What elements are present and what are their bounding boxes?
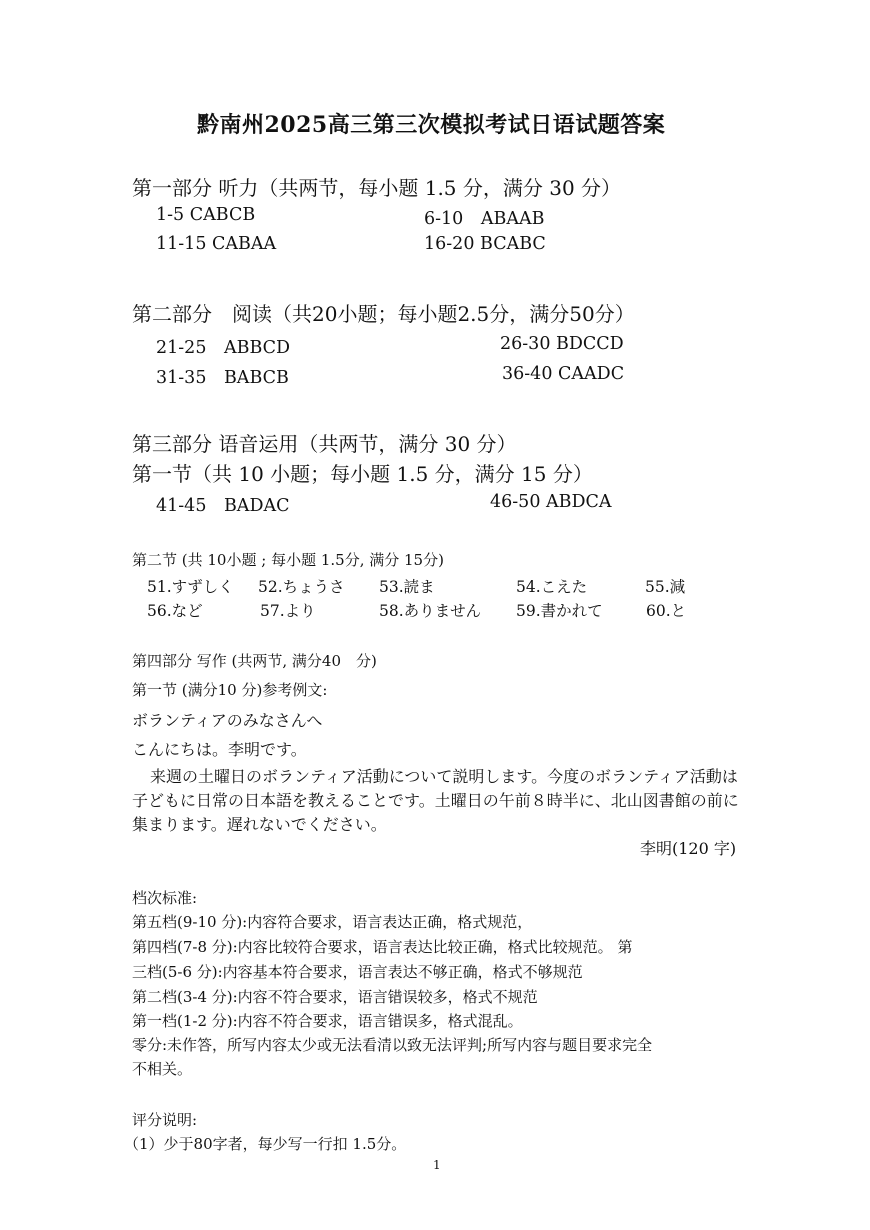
scoring-heading: 评分说明: [132,1111,198,1129]
part2-heading: 第二部分 阅读（共20小题；每小题2.5分，满分50分） [132,302,635,326]
answer-row: 31-35 BABCB [156,368,289,388]
grading-line: 零分:未作答，所写内容太少或无法看清以致无法评判;所写内容与题目要求完全 [132,1036,653,1054]
answer-row: 1-5 CABCB [156,205,256,225]
answer-row: 16-20 BCABC [424,234,546,254]
answer-row: 41-45 BADAC [156,496,290,516]
answer-cell: 52.ちょうさ [258,578,345,596]
answer-cell: 53.読ま [379,578,435,596]
answer-row: 26-30 BDCCD [500,334,624,354]
answer-cell: 59.書かれて [516,602,603,620]
grading-line: 第五档(9-10 分):内容符合要求，语言表达正确，格式规范， [132,913,533,931]
grading-line: 不相关。 [132,1060,193,1078]
grading-line: 第二档(3-4 分):内容不符合要求，语言错误较多，格式不规范 [132,988,538,1006]
part3-section2-heading: 第二节 (共 10小题 ; 每小题 1.5分, 满分 15分) [132,551,444,569]
letter-paragraph: 来週の土曜日のボランティア活動について説明します。今度のボランティア活動は子どもに日常の日本語を教えることです。土曜日の午前８時半に、北山図書館の前に集まります。遅れないでください。 [132,767,739,834]
part3-section1-heading: 第一节（共 10 小题；每小题 1.5 分，满分 15 分） [132,462,593,486]
letter-greeting: ボランティアのみなさんへ [132,711,323,730]
grading-line: 三档(5-6 分):内容基本符合要求，语言表达不够正确，格式不够规范 [132,963,583,981]
grading-line: 第四档(7-8 分):内容比较符合要求，语言表达比较正确，格式比较规范。 第 [132,938,633,956]
scoring-line: （1）少于80字者，每少写一行扣 1.5分。 [124,1135,407,1153]
part4-heading: 第四部分 写作 (共两节, 满分40 分) [132,652,377,670]
answer-cell: 57.より [260,602,316,620]
answer-cell: 55.減 [645,578,686,596]
part3-heading: 第三部分 语音运用（共两节，满分 30 分） [132,432,517,456]
answer-cell: 54.こえた [516,578,588,596]
page-title: 黔南州2025高三第三次模拟考试日语试题答案 [197,112,666,138]
answer-cell: 56.など [147,602,203,620]
letter-intro: こんにちは。李明です。 [132,740,307,759]
answer-row: 21-25 ABBCD [156,338,291,358]
answer-row: 11-15 CABAA [156,234,277,254]
answer-row: 6-10 ABAAB [424,209,545,229]
grading-heading: 档次标准: [132,889,198,907]
answer-cell: 58.ありません [379,602,482,620]
answer-cell: 60.と [646,602,687,620]
part1-heading: 第一部分 听力（共两节，每小题 1.5 分，满分 30 分） [132,176,622,200]
part4-section1-heading: 第一节 (满分10 分)参考例文: [132,681,328,699]
answer-row: 46-50 ABDCA [490,492,612,512]
grading-line: 第一档(1-2 分):内容不符合要求，语言错误多，格式混乱。 [132,1012,523,1030]
letter-signature: 李明(120 字) [640,839,737,858]
answer-cell: 51.すずしく [147,578,234,596]
answer-row: 36-40 CAADC [502,364,625,384]
page-number: 1 [433,1158,441,1172]
